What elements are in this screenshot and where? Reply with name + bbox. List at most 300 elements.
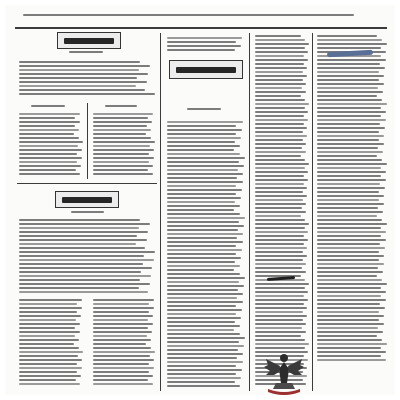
text-line [255, 111, 308, 113]
text-line [317, 339, 382, 341]
text-line [255, 335, 301, 337]
text-line [167, 181, 243, 183]
text-line [255, 115, 304, 117]
text-line [19, 81, 147, 83]
text-line [167, 325, 240, 327]
rule-left-split [87, 103, 88, 179]
text-line [255, 215, 301, 217]
text-line [317, 119, 386, 121]
text-line [255, 295, 304, 297]
text-line [167, 337, 245, 339]
text-line [317, 87, 378, 89]
text-line [255, 235, 304, 237]
text-line [255, 87, 302, 89]
text-line [93, 371, 149, 373]
text-line [255, 231, 308, 233]
text-line [317, 291, 386, 293]
text-line [317, 187, 385, 189]
subhead-left-b [105, 105, 141, 109]
text-line [317, 355, 381, 357]
text-line [255, 219, 305, 221]
text-line [255, 95, 301, 97]
text-line [19, 275, 151, 277]
text-line [19, 117, 75, 119]
headline-box-left-top-text [64, 38, 114, 44]
text-line [167, 285, 244, 287]
text-line [19, 323, 80, 325]
headline-box-left-mid [55, 191, 119, 208]
text-line [317, 207, 378, 209]
text-line [167, 137, 241, 139]
text-line [19, 85, 136, 87]
text-line [93, 351, 155, 353]
text-line [255, 299, 308, 301]
text-line [317, 331, 383, 333]
text-line [167, 221, 239, 223]
text-line [255, 247, 307, 249]
text-line [167, 177, 237, 179]
text-line [19, 255, 144, 257]
text-line [317, 263, 384, 265]
text-line [19, 165, 81, 167]
text-line [93, 307, 154, 309]
text-line [317, 283, 387, 285]
body-text-left-top [19, 61, 155, 97]
text-line [19, 311, 77, 313]
text-line [317, 231, 386, 233]
text-line [93, 303, 149, 305]
text-line [93, 323, 153, 325]
text-line [19, 113, 80, 115]
text-line [317, 75, 384, 77]
text-line [93, 299, 154, 301]
text-line [167, 229, 238, 231]
text-line [167, 361, 243, 363]
text-line [93, 367, 154, 369]
text-line [167, 297, 237, 299]
garuda-emblem-ribbon [268, 389, 300, 395]
text-line [255, 127, 307, 129]
text-line [167, 141, 235, 143]
text-line [19, 61, 140, 63]
text-line [19, 303, 77, 305]
text-line [19, 77, 137, 79]
text-line [167, 165, 244, 167]
text-line [317, 143, 384, 145]
text-line [167, 173, 243, 175]
text-line [255, 191, 303, 193]
text-line [255, 143, 306, 145]
text-line [167, 353, 243, 355]
text-line [167, 317, 241, 319]
text-line [93, 129, 151, 131]
text-line [255, 83, 306, 85]
text-line [167, 125, 236, 127]
text-line [167, 377, 241, 379]
text-line [167, 37, 242, 39]
text-line [19, 267, 152, 269]
rule-col-3 [312, 33, 313, 391]
text-line [19, 125, 75, 127]
text-line [19, 367, 82, 369]
text-line [255, 59, 308, 61]
rule-masthead [15, 27, 387, 29]
text-line [255, 303, 304, 305]
text-line [93, 121, 152, 123]
text-line [317, 275, 377, 277]
text-line [167, 385, 240, 387]
text-line [255, 167, 305, 169]
text-line [317, 115, 381, 117]
byline-left-top [69, 51, 109, 55]
text-line [167, 45, 241, 47]
text-line [255, 207, 302, 209]
text-line [93, 315, 153, 317]
text-line [93, 311, 149, 313]
text-line [167, 305, 236, 307]
headline-box-center-text [176, 67, 236, 73]
text-line [167, 145, 240, 147]
text-line [167, 249, 242, 251]
text-line [19, 363, 77, 365]
text-line [317, 79, 379, 81]
text-line [167, 381, 235, 383]
rule-left-section [17, 183, 157, 184]
text-line [167, 289, 238, 291]
text-line [93, 165, 153, 167]
text-line [93, 173, 153, 175]
text-line [255, 183, 304, 185]
subhead-center [187, 108, 225, 112]
text-line [317, 271, 383, 273]
text-line [317, 239, 386, 241]
text-line [19, 69, 139, 71]
text-line [317, 315, 384, 317]
text-line [255, 39, 305, 41]
text-line [317, 335, 377, 337]
text-line [93, 327, 148, 329]
text-line [19, 335, 75, 337]
text-line [317, 39, 382, 41]
text-line [255, 175, 304, 177]
body-text-left-col-a [19, 113, 83, 177]
text-line [255, 315, 307, 317]
text-line [19, 153, 77, 155]
text-line [317, 267, 378, 269]
text-line [317, 179, 386, 181]
text-line [167, 245, 236, 247]
text-line [255, 271, 306, 273]
text-line [317, 327, 378, 329]
text-line [93, 355, 150, 357]
text-line [255, 35, 301, 37]
text-line [187, 108, 221, 110]
text-line [255, 243, 304, 245]
text-line [23, 14, 354, 16]
text-line [255, 55, 304, 57]
text-line [255, 75, 307, 77]
text-line [317, 159, 382, 161]
text-line [317, 343, 387, 345]
text-line [317, 147, 378, 149]
text-line [167, 281, 239, 283]
text-line [167, 345, 244, 347]
text-line [93, 169, 148, 171]
text-line [19, 121, 80, 123]
text-line [31, 105, 65, 107]
text-line [317, 163, 387, 165]
text-line [255, 119, 308, 121]
text-line [317, 279, 382, 281]
text-line [255, 307, 307, 309]
text-line [167, 193, 236, 195]
text-line [317, 139, 379, 141]
text-line [255, 151, 306, 153]
text-line [93, 141, 155, 143]
text-line [255, 211, 306, 213]
text-line [19, 347, 79, 349]
text-line [317, 111, 386, 113]
text-line [93, 125, 147, 127]
text-line [19, 259, 154, 261]
text-line [317, 83, 384, 85]
text-line [317, 223, 387, 225]
text-line [167, 349, 238, 351]
text-line [317, 155, 377, 157]
text-line [255, 239, 308, 241]
text-line [93, 383, 153, 385]
text-line [255, 187, 307, 189]
garuda-emblem-head [280, 354, 288, 362]
text-line [167, 241, 243, 243]
text-line [317, 259, 379, 261]
rule-col-1 [160, 33, 161, 391]
text-line [19, 339, 79, 341]
text-line [167, 313, 236, 315]
headline-box-left-top [57, 32, 121, 49]
body-text-col-4 [317, 35, 387, 363]
body-text-center [167, 121, 245, 389]
text-line [19, 243, 136, 245]
text-line [19, 137, 79, 139]
text-line [93, 375, 153, 377]
text-line [317, 99, 382, 101]
text-line [19, 383, 80, 385]
text-line [317, 123, 380, 125]
text-line [167, 169, 238, 171]
text-line [19, 271, 141, 273]
text-line [167, 341, 239, 343]
text-line [255, 319, 303, 321]
text-line [19, 157, 82, 159]
text-line [19, 93, 155, 95]
text-line [317, 71, 379, 73]
text-line [19, 327, 75, 329]
text-line [317, 311, 379, 313]
text-line [167, 273, 240, 275]
page-sheet [5, 5, 395, 395]
text-line [19, 173, 80, 175]
text-line [167, 129, 242, 131]
text-line [255, 323, 306, 325]
text-line [317, 67, 385, 69]
text-line [167, 205, 240, 207]
text-line [255, 135, 307, 137]
text-line [317, 91, 383, 93]
text-line [255, 327, 302, 329]
text-line [93, 343, 146, 345]
text-line [167, 269, 234, 271]
text-line [167, 357, 237, 359]
headline-box-center [169, 60, 243, 79]
body-text-center-top [167, 37, 245, 53]
text-line [19, 351, 83, 353]
text-line [317, 95, 377, 97]
text-line [19, 73, 148, 75]
text-line [255, 343, 309, 345]
text-line [255, 103, 309, 105]
text-line [93, 347, 151, 349]
text-line [93, 379, 148, 381]
text-line [167, 309, 242, 311]
text-line [255, 195, 307, 197]
text-line [255, 123, 304, 125]
text-line [255, 283, 309, 285]
text-line [167, 321, 235, 323]
text-line [93, 335, 147, 337]
text-line [317, 251, 379, 253]
text-line [255, 147, 302, 149]
text-line [105, 105, 137, 107]
text-line [317, 351, 386, 353]
text-line [19, 141, 83, 143]
text-line [93, 113, 153, 115]
text-line [167, 237, 237, 239]
text-line [167, 373, 236, 375]
text-line [317, 171, 386, 173]
text-line [255, 199, 303, 201]
text-line [317, 255, 384, 257]
text-line [255, 43, 309, 45]
text-line [167, 265, 240, 267]
text-line [167, 189, 242, 191]
text-line [167, 133, 236, 135]
byline-left-mid [71, 211, 109, 215]
text-line [19, 263, 143, 265]
text-line [317, 303, 380, 305]
text-line [167, 257, 241, 259]
text-line [19, 235, 137, 237]
text-line [19, 375, 81, 377]
text-line [93, 161, 149, 163]
text-line [19, 161, 77, 163]
text-line [317, 295, 381, 297]
text-line [19, 247, 145, 249]
text-line [19, 355, 78, 357]
text-line [317, 127, 385, 129]
text-line [167, 41, 236, 43]
text-line [255, 131, 303, 133]
text-line [317, 183, 380, 185]
text-line [19, 331, 80, 333]
text-line [167, 197, 241, 199]
text-line [317, 59, 386, 61]
text-line [317, 219, 382, 221]
text-line [317, 227, 381, 229]
text-line [167, 329, 234, 331]
body-text-left-mid [19, 219, 155, 295]
text-line [317, 151, 383, 153]
text-line [317, 243, 380, 245]
body-text-left-bottom-b [93, 299, 155, 387]
text-line [255, 331, 306, 333]
rule-col-2 [249, 33, 250, 391]
text-line [255, 255, 307, 257]
text-line [19, 65, 150, 67]
text-line [19, 133, 74, 135]
masthead-line [23, 14, 375, 18]
text-line [71, 211, 104, 213]
text-line [19, 315, 81, 317]
text-line [317, 203, 384, 205]
text-line [317, 167, 381, 169]
text-line [255, 227, 305, 229]
text-line [19, 227, 139, 229]
text-line [69, 51, 103, 53]
text-line [317, 323, 384, 325]
text-line [19, 89, 145, 91]
text-line [19, 223, 150, 225]
text-line [255, 63, 304, 65]
text-line [317, 211, 383, 213]
text-line [317, 191, 379, 193]
subhead-left-a [31, 105, 69, 109]
text-line [167, 201, 235, 203]
text-line [255, 287, 305, 289]
text-line [255, 311, 303, 313]
text-line [255, 99, 305, 101]
text-line [167, 217, 245, 219]
text-line [167, 209, 234, 211]
text-line [167, 301, 243, 303]
text-line [19, 291, 148, 293]
text-line [317, 319, 379, 321]
text-line [93, 319, 148, 321]
text-line [255, 223, 309, 225]
text-line [167, 277, 245, 279]
text-line [255, 267, 302, 269]
text-line [255, 163, 309, 165]
garuda-emblem-body [279, 362, 289, 383]
text-line [317, 299, 386, 301]
text-line [19, 149, 82, 151]
text-line [317, 107, 381, 109]
text-line [93, 157, 154, 159]
text-line [93, 363, 149, 365]
text-line [19, 251, 155, 253]
text-line [317, 195, 384, 197]
text-line [167, 185, 236, 187]
text-line [167, 253, 236, 255]
text-line [93, 339, 151, 341]
text-line [317, 235, 381, 237]
text-line [255, 159, 305, 161]
garuda-emblem-icon [262, 351, 306, 395]
text-line [167, 121, 243, 123]
text-line [19, 283, 150, 285]
text-line [167, 161, 239, 163]
text-line [255, 171, 308, 173]
